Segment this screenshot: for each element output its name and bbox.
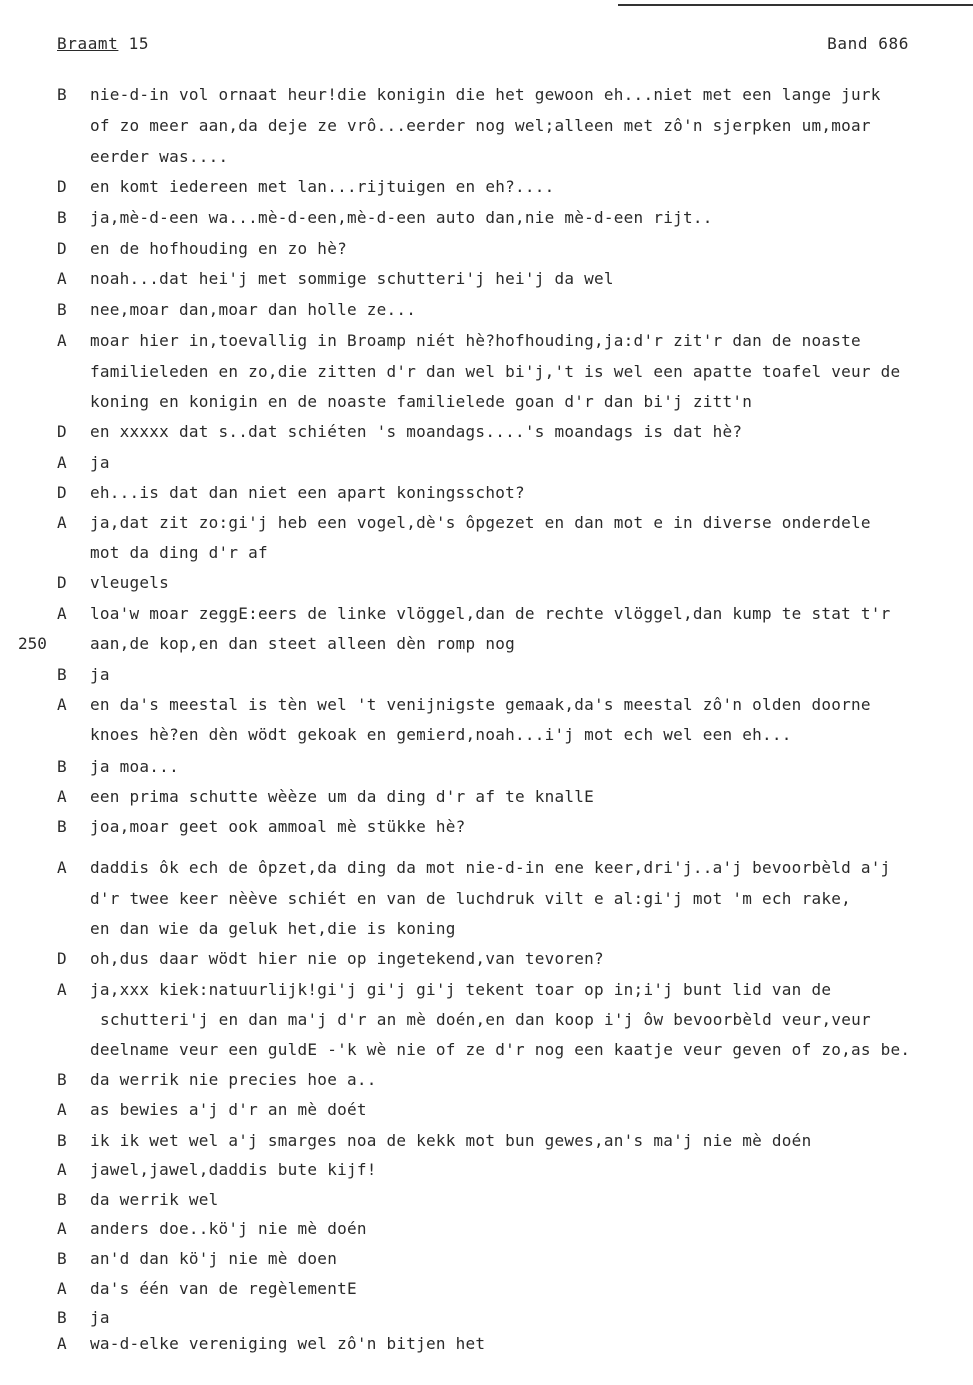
header-page-number: 15 [128,34,150,53]
transcript-line [0,572,973,600]
utterance-text: en da's meestal is tèn wel 't venijnigste gemaak,da's meestal zô'n olden doorne [90,695,871,714]
speaker-label: B [57,1131,67,1150]
speaker-label: A [57,513,67,532]
utterance-text: wa-d-elke vereniging wel zô'n bitjen het [90,1334,486,1353]
utterance-text: ja [90,1308,110,1327]
speaker-label: B [57,665,67,684]
speaker-label: A [57,331,67,350]
speaker-label: B [57,85,67,104]
utterance-text: oh,dus daar wödt hier nie op ingetekend,van tevoren? [90,949,604,968]
transcript-line [0,979,973,1007]
transcript-line [0,1218,973,1246]
speaker-label: B [57,1249,67,1268]
transcript-line [0,176,973,204]
speaker-label: D [57,422,67,441]
utterance-text: en komt iedereen met lan...rijtuigen en eh?.... [90,177,555,196]
speaker-label: A [57,695,67,714]
utterance-text: an'd dan kö'j nie mè doen [90,1249,338,1268]
speaker-label: A [57,858,67,877]
transcript-line [0,1278,973,1306]
transcript-line [0,664,973,692]
speaker-label: A [57,1219,67,1238]
utterance-text: joa,moar geet ook ammoal mè stükke hè? [90,817,466,836]
transcript-line [0,146,973,174]
speaker-label: A [57,269,67,288]
transcript-line [0,857,973,885]
utterance-text: anders doe..kö'j nie mè doén [90,1219,367,1238]
transcript-line [0,816,973,844]
utterance-text: noah...dat hei'j met sommige schutteri'j hei'j da wel [90,269,614,288]
transcript-line [0,948,973,976]
utterance-text: een prima schutte wèèze um da ding d'r af te knallE [90,787,595,806]
speaker-label: A [57,1279,67,1298]
transcript-line [0,299,973,327]
speaker-label: A [57,604,67,623]
speaker-label: B [57,1070,67,1089]
transcript-line [0,888,973,916]
transcript-line [0,1159,973,1187]
utterance-text: ja moa... [90,757,179,776]
transcript-line [0,115,973,143]
transcript-line [0,84,973,112]
speaker-label: A [57,980,67,999]
utterance-text: ja,xxx kiek:natuurlijk!gi'j gi'j gi'j tekent toar op in;i'j bunt lid van de [90,980,832,999]
transcript-line [0,452,973,480]
transcript-line [0,756,973,784]
speaker-label: D [57,239,67,258]
utterance-text: familieleden en zo,die zitten d'r dan wel bi'j,'t is wel een apatte toafel veur de [90,362,901,381]
utterance-text: moar hier in,toevallig in Broamp niét hè?hofhouding,ja:d'r zit'r dan de noaste [90,331,861,350]
utterance-text: da's één van de regèlementE [90,1279,357,1298]
utterance-text: nie-d-in vol ornaat heur!die konigin die het gewoon eh...niet met een lange jurk [90,85,881,104]
transcript-line [0,361,973,389]
utterance-text: da werrik wel [90,1190,219,1209]
transcript-line [0,1333,973,1361]
utterance-text: of zo meer aan,da deje ze vrô...eerder nog wel;alleen met zô'n sjerpken um,moar [90,116,871,135]
utterance-text: koning en konigin en de noaste familielede goan d'r dan bi'j zitt'n [90,392,753,411]
speaker-label: B [57,757,67,776]
utterance-text: schutteri'j en dan ma'j d'r an mè doén,en dan koop i'j ôw bevoorbèld veur,veur [100,1010,871,1029]
transcript-line [0,633,973,661]
transcript-line [0,482,973,510]
transcript-line [0,724,973,752]
transcript-line [0,1099,973,1127]
speaker-label: A [57,1160,67,1179]
transcript-line [0,391,973,419]
speaker-label: D [57,483,67,502]
band-label: Band 686 [827,34,909,53]
utterance-text: knoes hè?en dèn wödt gekoak en gemierd,noah...i'j mot ech wel een eh... [90,725,792,744]
utterance-text: en xxxxx dat s..dat schiéten 's moandags....'s moandags is dat hè? [90,422,743,441]
utterance-text: daddis ôk ech de ôpzet,da ding da mot nie-d-in ene keer,dri'j..a'j bevoorbèld a'j [90,858,891,877]
transcript-line [0,1307,973,1335]
speaker-label: B [57,208,67,227]
utterance-text: d'r twee keer nèève schiét en van de luchdruk vilt e al:gi'j mot 'm ech rake, [90,889,851,908]
transcript-line [0,1039,973,1067]
speaker-label: B [57,300,67,319]
speaker-label: D [57,177,67,196]
utterance-text: ja [90,453,110,472]
transcript-line [0,542,973,570]
utterance-text: as bewies a'j d'r an mè doét [90,1100,367,1119]
speaker-label: A [57,1100,67,1119]
utterance-text: ja [90,665,110,684]
utterance-text: ja,dat zit zo:gi'j heb een vogel,dè's ôpgezet en dan mot e in diverse onderdele [90,513,871,532]
transcript-line [0,603,973,631]
transcript-line [0,1130,973,1158]
transcript-line [0,512,973,540]
utterance-text: eh...is dat dan niet een apart koningsschot? [90,483,525,502]
utterance-text: loa'w moar zeggE:eers de linke vlöggel,dan de rechte vlöggel,dan kump te stat t'r [90,604,891,623]
margin-line-number: 250 [18,634,47,653]
transcript-line [0,330,973,358]
transcript-line [0,786,973,814]
speaker-label: D [57,573,67,592]
utterance-text: vleugels [90,573,170,592]
transcript-line [0,1248,973,1276]
transcript-line [0,1189,973,1217]
speaker-label: B [57,1308,67,1327]
utterance-text: nee,moar dan,moar dan holle ze... [90,300,417,319]
speaker-label: A [57,787,67,806]
speaker-label: D [57,949,67,968]
utterance-text: en de hofhouding en zo hè? [90,239,347,258]
speaker-label: B [57,1190,67,1209]
speaker-label: A [57,453,67,472]
transcript-line [0,1069,973,1097]
utterance-text: en dan wie da geluk het,die is koning [90,919,456,938]
utterance-text: ik ik wet wel a'j smarges noa de kekk mot bun gewes,an's ma'j nie mè doén [90,1131,812,1150]
utterance-text: ja,mè-d-een wa...mè-d-een,mè-d-een auto dan,nie mè-d-een rijt.. [90,208,713,227]
transcript-line [0,421,973,449]
transcript-line [0,268,973,296]
transcript-line [0,207,973,235]
transcript-line [0,238,973,266]
utterance-text: jawel,jawel,daddis bute kijf! [90,1160,377,1179]
utterance-text: da werrik nie precies hoe a.. [90,1070,377,1089]
header-title: Braamt [57,34,119,53]
speaker-label: A [57,1334,67,1353]
utterance-text: eerder was.... [90,147,229,166]
utterance-text: aan,de kop,en dan steet alleen dèn romp nog [90,634,515,653]
transcript-line [0,918,973,946]
transcript-line [0,1009,973,1037]
utterance-text: deelname veur een guldE -'k wè nie of ze d'r nog een kaatje veur geven of zo,as be. [90,1040,911,1059]
utterance-text: mot da ding d'r af [90,543,268,562]
transcript-line [0,694,973,722]
speaker-label: B [57,817,67,836]
